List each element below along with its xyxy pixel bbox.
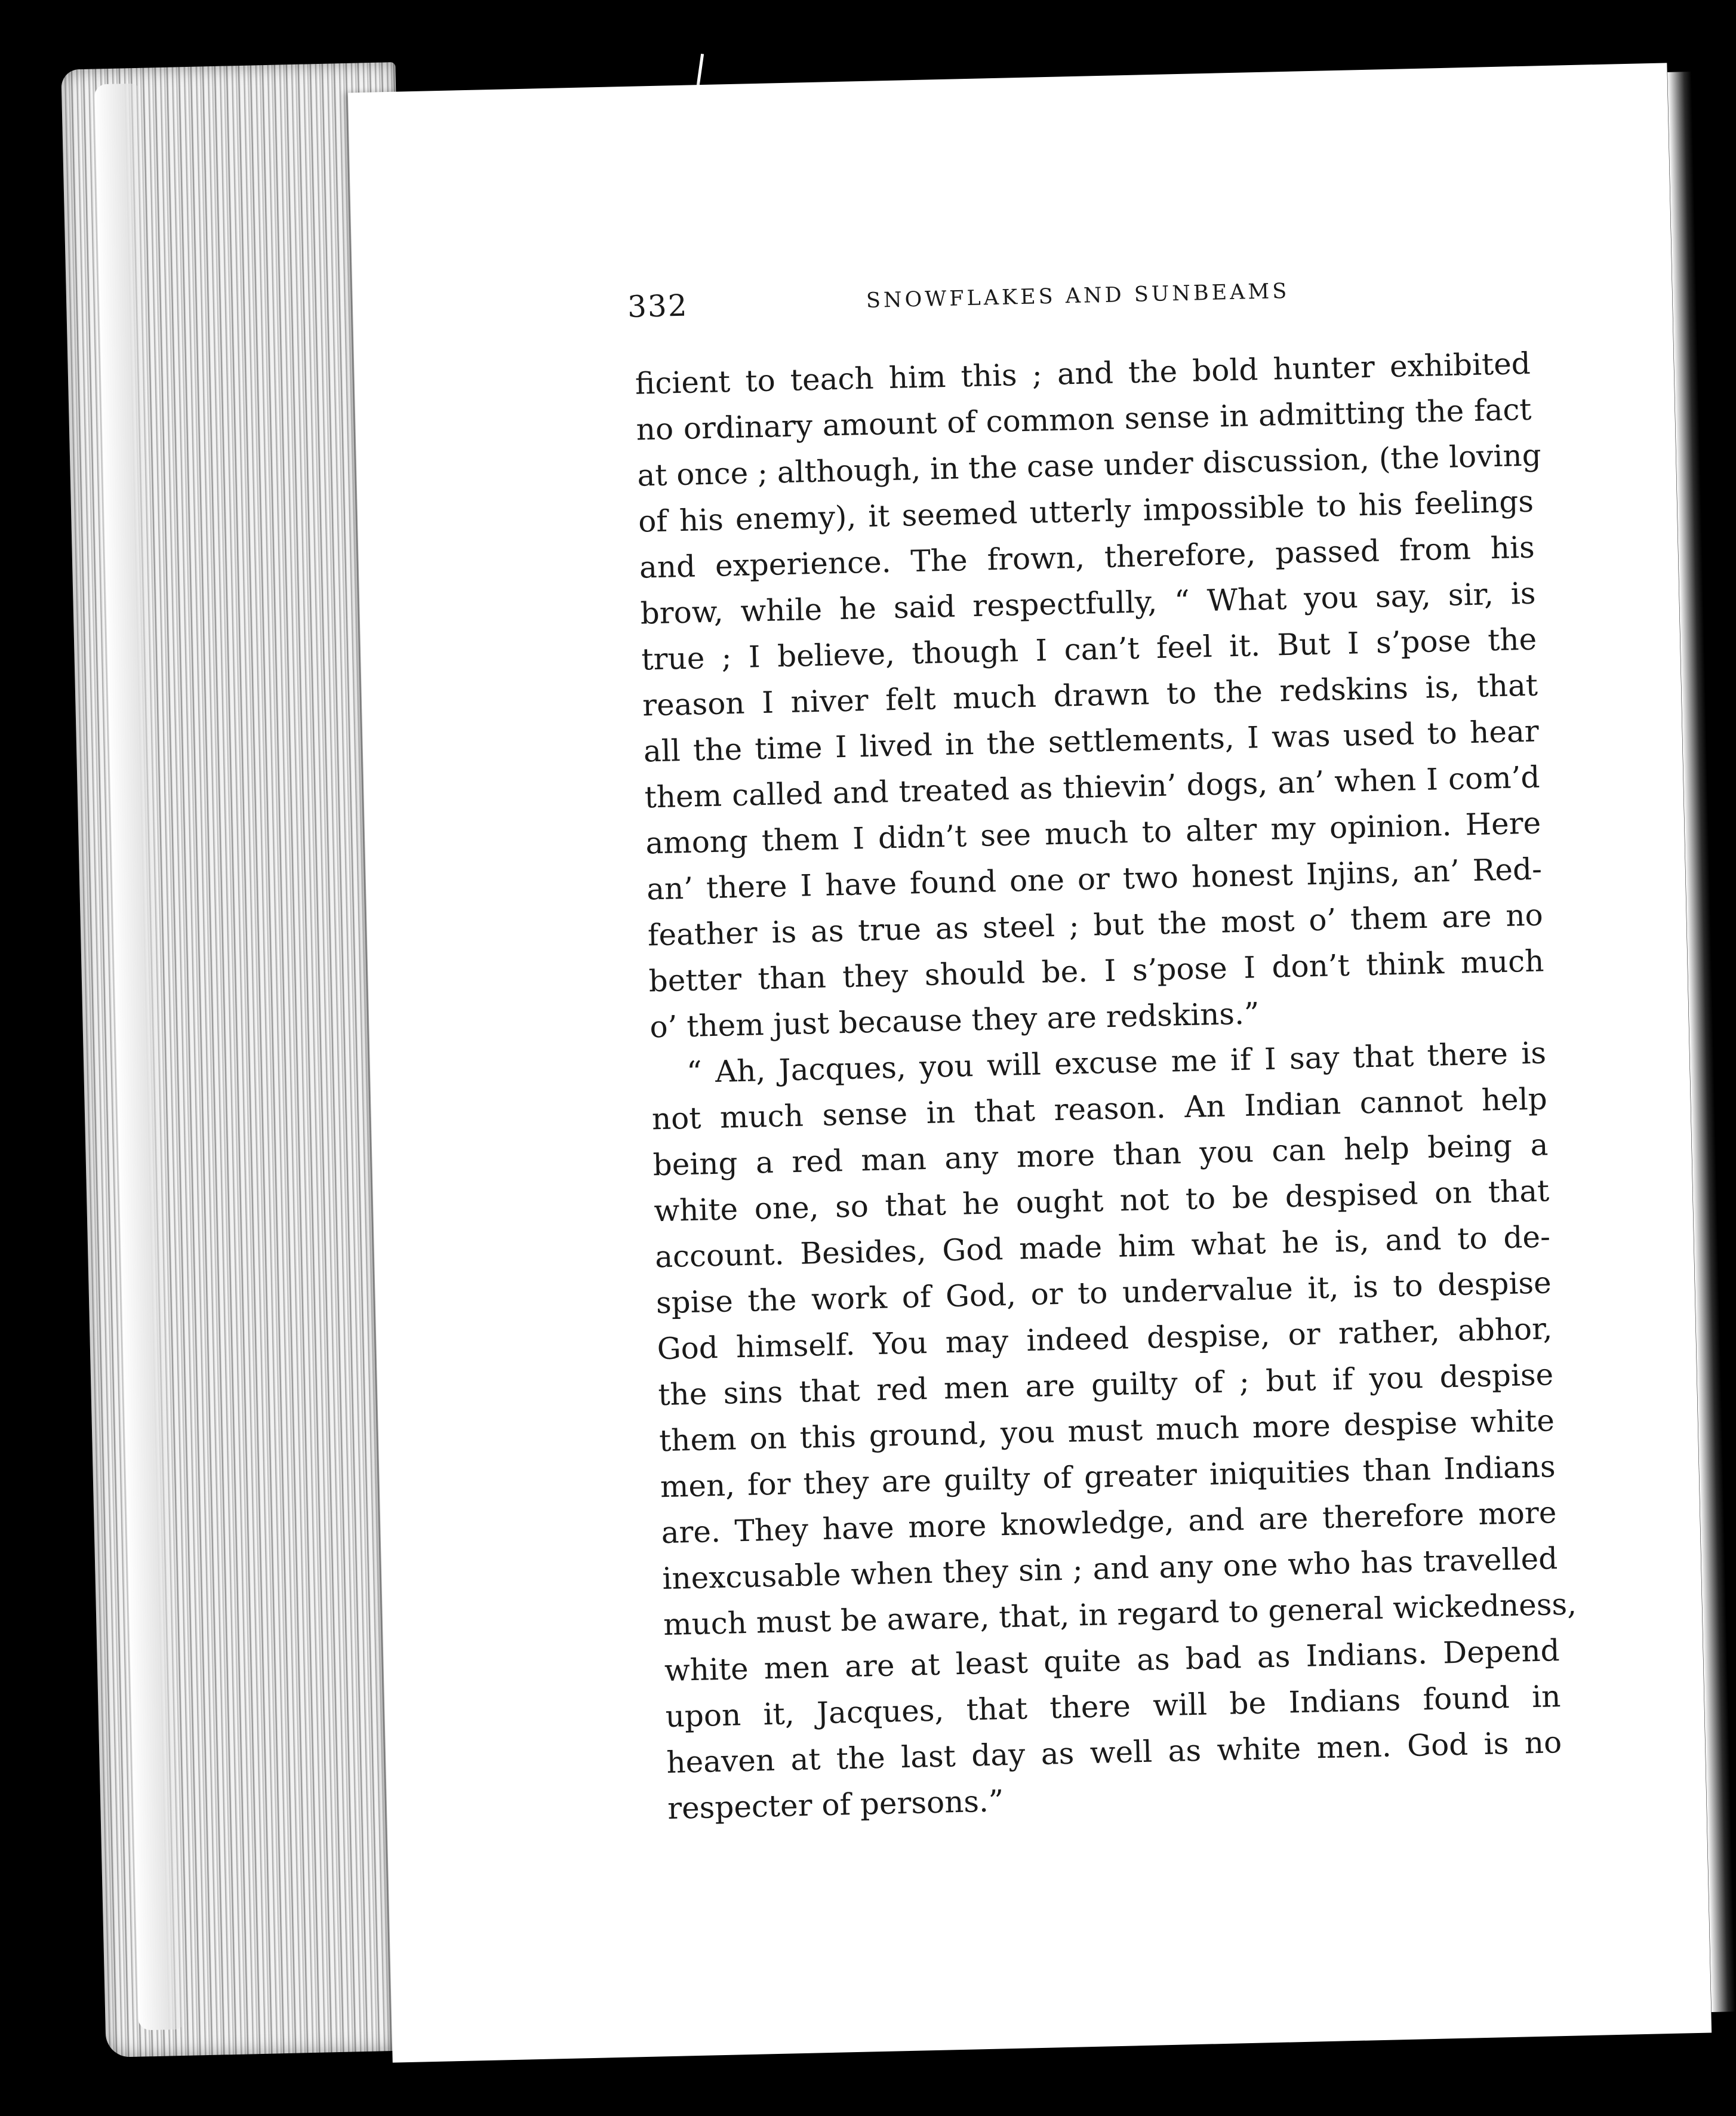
text-line: an’ there I have found one or two honest Injins, an’ Red- — [646, 851, 1543, 907]
text-line: spise the work of God, or to undervalue it, is to despise — [655, 1265, 1552, 1321]
text-line: account. Besides, God made him what he is, and to de- — [654, 1219, 1551, 1275]
text-line: men, for they are guilty of greater iniquities than Indians — [660, 1449, 1556, 1505]
text-line: of his enemy), it seemed utterly impossible to his feelings — [638, 484, 1534, 539]
text-line: God himself. You may indeed despise, or rather, abhor, — [657, 1311, 1553, 1367]
text-line: ficient to teach him this ; and the bold hunter exhibited — [635, 346, 1531, 401]
text-line: “ Ah, Jacques, you will excuse me if I say that there is — [686, 1035, 1547, 1090]
text-line: feather is as true as steel ; but the most o’ them are no — [647, 897, 1544, 953]
text-line: reason I niver felt much drawn to the redskins is, that — [642, 668, 1538, 723]
text-line: and experience. The frown, therefore, passed from his — [639, 530, 1535, 585]
text-line: white men are at least quite as bad as Indians. Depend — [664, 1633, 1560, 1689]
text-line: among them I didn’t see much to alter my opinion. Here — [645, 805, 1541, 861]
text-line: white one, so that he ought not to be despised on that — [653, 1173, 1550, 1229]
text-line: not much sense in that reason. An Indian cannot help — [651, 1081, 1548, 1137]
printed-page — [348, 63, 1712, 2062]
text-line: them on this ground, you must much more despise white — [658, 1403, 1555, 1459]
text-line: being a red man any more than you can help being a — [652, 1127, 1549, 1183]
text-line: o’ them just because they are redskins.” — [649, 996, 1260, 1045]
text-line: at once ; although, in the case under discussion, (the loving — [636, 438, 1542, 493]
text-line: heaven at the last day as well as white men. God is no — [666, 1725, 1562, 1780]
text-line: the sins that red men are guilty of ; but if you despise — [657, 1357, 1554, 1413]
text-line: brow, while he said respectfully, “ What you say, sir, is — [640, 576, 1537, 631]
text-line: all the time I lived in the settlements, I was used to hear — [643, 713, 1540, 769]
text-line: no ordinary amount of common sense in admitting the fact — [636, 392, 1532, 447]
running-head — [627, 269, 1529, 337]
text-line: true ; I believe, though I can’t feel it. But I s’pose the — [641, 622, 1537, 677]
text-line: are. They have more knowledge, and are therefore more — [661, 1495, 1557, 1551]
page-number: 332 — [627, 288, 689, 324]
text-block — [627, 269, 1577, 1832]
running-title: SNOWFLAKES AND SUNBEAMS — [866, 279, 1290, 313]
text-line: much must be aware, that, in regard to general wickedness, — [663, 1586, 1577, 1643]
text-line: them called and treated as thievin’ dogs, an’ when I com’d — [644, 759, 1541, 815]
text-line: respecter of persons.” — [667, 1783, 1005, 1826]
text-line: upon it, Jacques, that there will be Indians found in — [665, 1679, 1561, 1734]
text-line: better than they should be. I s’pose I don’t think much — [648, 943, 1545, 999]
text-line: inexcusable when they sin ; and any one who has travelled — [661, 1541, 1558, 1597]
